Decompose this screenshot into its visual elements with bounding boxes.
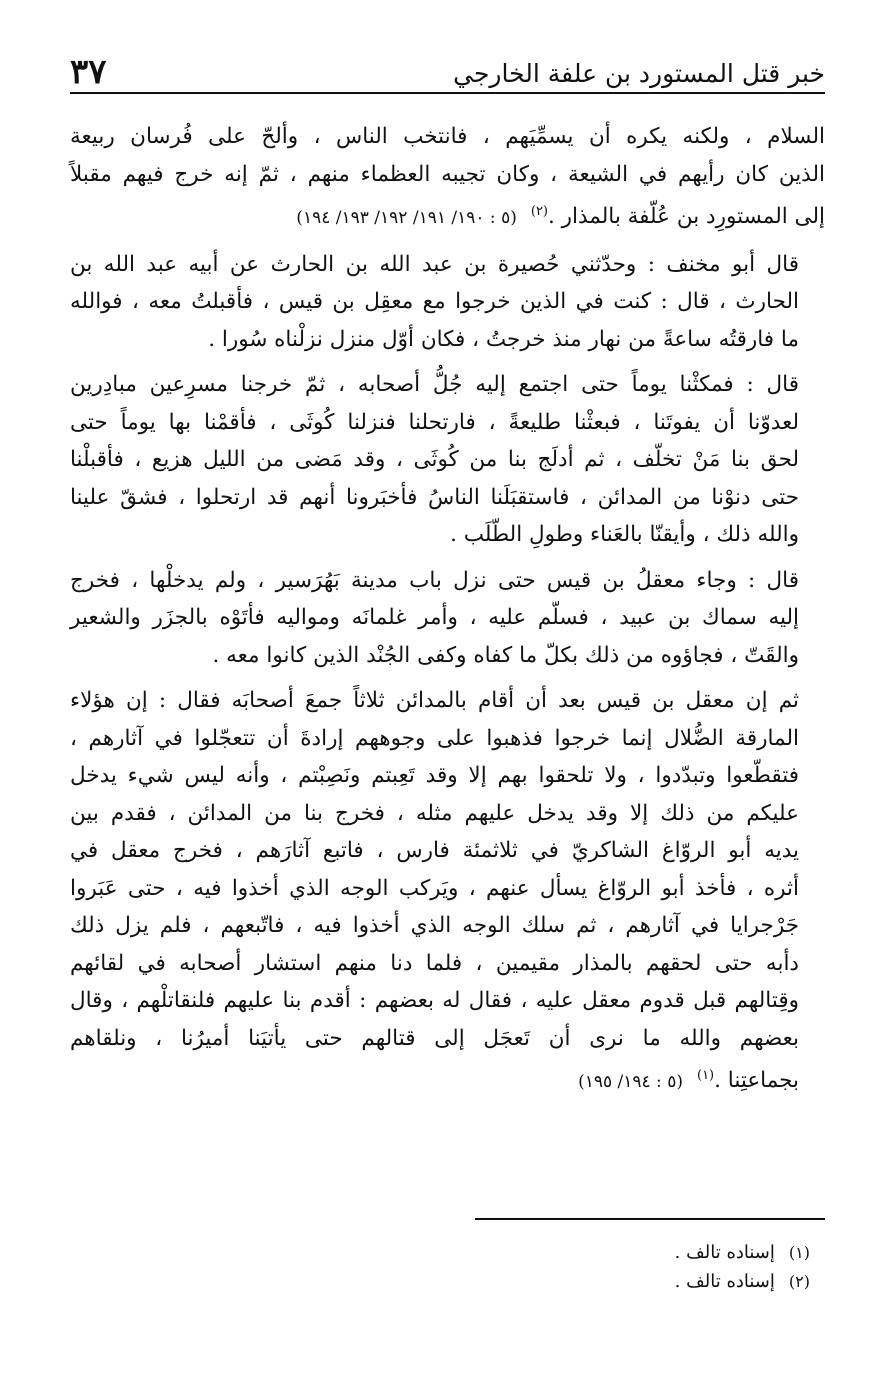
text-line: أثره ، فأخذ أبو الروّاغ يسأل عنهم ، ويَركب الوجه الذي أخذوا فيه ، حتى عَبَروا <box>70 875 799 901</box>
paragraph <box>70 118 825 238</box>
text-line: لعدوّنا أن يفوتَنا ، فبعثْنا طليعةً ، فارتحلنا فنزلنا كُوثَى ، فأقمْنا بها يوماً حتى <box>70 409 799 435</box>
text-line: إليه سماك بن عبيد ، فسلّم عليه ، وأمر غلمانَه ومواليه فأتَوْه بالجزَر والشعير <box>70 605 799 631</box>
text-line <box>70 1057 825 1102</box>
footnote <box>675 1238 810 1267</box>
text-line: والقَتّ ، فجاؤوه من ذلك بكلّ ما كفاه وكفى الجُنْد الذين كانوا معه . <box>212 642 799 668</box>
footnote-number: (٢) <box>788 1272 810 1291</box>
paragraph <box>70 562 825 675</box>
source-reference: (٥ : ١٩٤/ ١٩٥) <box>578 1072 683 1093</box>
text-line <box>70 193 825 238</box>
text-line: فتقطّعوا وتبدّدوا ، ولا تلحقوا بهم إلا وقد تَعِبتم ونَصِبْتم ، وأنه ليس شيء يدخل <box>70 763 799 789</box>
text-line: جَرْجرايا في آثارهم ، ثم سلك الوجه الذي أخذوا فيه ، فاتّبعهم ، فلم يزل ذلك <box>70 913 799 939</box>
text-line: والله ذلك ، وأيقنّا بالعَناء وطولِ الطّلَب . <box>450 522 799 548</box>
footnote-marker: (١) <box>696 1068 715 1084</box>
footnote-number: (١) <box>788 1243 810 1262</box>
paragraph <box>70 246 825 359</box>
text-line: لحق بنا مَنْ تخلّف ، ثم أدلَج بنا من كُوثَى ، وقد مَضى من الليل هزيع ، فأقبلْنا <box>70 447 799 473</box>
text-line: يديه أبو الروّاغ الشاكريّ في ثلاثمئة فارس ، فاتبع آثارَهم ، فخرج معقل في <box>70 838 799 864</box>
footnote-text: إسناده تالف . <box>674 1271 775 1292</box>
page-header <box>70 48 825 94</box>
text-line: دأبه حتى لحقهم بالمذار مقيمين ، فلما دنا منهم استشار أصحابه في لقائهم <box>70 950 799 976</box>
text-line: وقِتالهم قبل قدوم معقل عليه ، فقال له بعضهم : أقدم بنا عليهم فلنقاتلْهم ، وقال <box>70 988 799 1014</box>
page-number: ٣٧ <box>70 52 107 92</box>
text-line-content: إلى المستورِد بن عُلّفة بالمذار . <box>548 204 825 230</box>
source-reference: (٥ : ١٩٠/ ١٩١/ ١٩٢/ ١٩٣/ ١٩٤) <box>296 208 517 229</box>
text-line-content: بجماعتِنا . <box>714 1068 799 1094</box>
text-line: قال : فمكثْنا يوماً حتى اجتمع إليه جُلُّ أصحابه ، ثمّ خرجنا مسرِعين مبادِرين <box>70 372 799 398</box>
paragraph <box>70 366 825 554</box>
text-line: السلام ، ولكنه يكره أن يسمِّيَهم ، فانتخب الناس ، وألحّ على فُرسان ربيعة <box>70 124 825 149</box>
text-line: قال أبو مخنف : وحدّثني حُصيرة بن عبد الله بن الحارث عن أبيه عبد الله بن <box>70 251 799 277</box>
paragraph <box>70 682 825 1102</box>
footnote-text: إسناده تالف . <box>674 1242 775 1263</box>
footnotes <box>675 1238 810 1296</box>
text-line: ما فارقتُه ساعةً من نهار منذ خرجتُ ، فكان أوّل منزل نزلْناه سُورا . <box>208 326 799 352</box>
footnote-marker: (٢) <box>530 204 548 219</box>
running-title: خبر قتل المستورد بن علفة الخارجي <box>453 59 825 88</box>
text-line: حتى دنوْنا من المدائن ، فاستقبَلَنا الناسُ فأخبَرونا أنهم قد ارتحلوا ، فشقّ علينا <box>70 484 799 510</box>
text-line: بعضهم والله ما نرى أن تَعجَل إلى قتالهم حتى يأتيَنا أميرُنا ، ونلقاهم <box>70 1025 799 1051</box>
text-line: الحارث ، قال : كنت في الذين خرجوا مع معقِل بن قيس ، فأقبلتُ معه ، فوالله <box>70 289 799 315</box>
text-line: قال : وجاء معقلُ بن قيس حتى نزل باب مدينة بَهُرَسير ، ولم يدخلْها ، فخرج <box>70 567 799 593</box>
text-line: الذين كان رأيهم في الشيعة ، وكان تجيبه العظماء منهم ، ثمّ إنه خرج فيهم مقبلاً <box>70 161 825 187</box>
page-body <box>70 118 825 1110</box>
text-line: ثم إن معقل بن قيس بعد أن أقام بالمدائن ثلاثاً جمعَ أصحابَه فقال : إن هؤلاء <box>70 688 799 714</box>
footnote-separator <box>475 1218 825 1220</box>
text-line: المارقة الضُّلال إنما خرجوا فذهبوا على وجوههم إرادةَ أن تتعجّلوا في آثارهم ، <box>70 725 799 751</box>
text-line: عليكم من ذلك إلا وقد يدخل عليهم مثله ، فخرج بنا من المدائن ، فقدم بين <box>70 800 799 826</box>
footnote <box>675 1267 810 1296</box>
